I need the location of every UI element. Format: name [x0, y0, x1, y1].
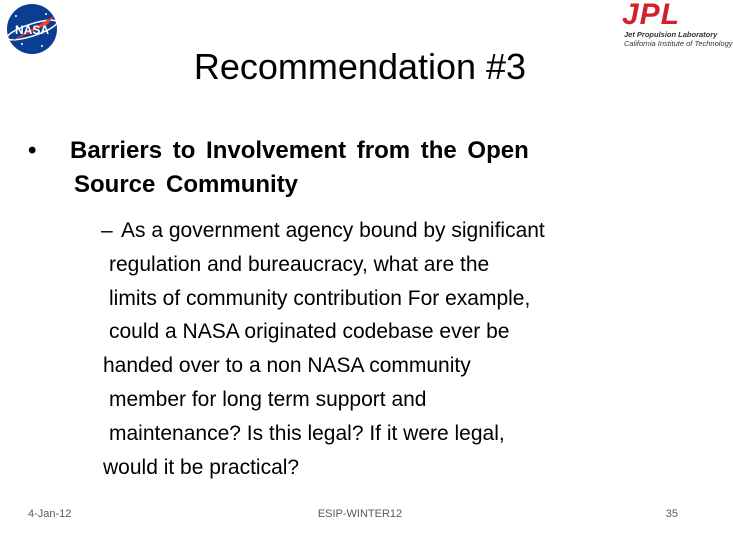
sub-bullet-line: As a government agency bound by significant: [121, 219, 545, 242]
jpl-logo-text: JPL: [622, 0, 681, 31]
bullet-text: [70, 134, 680, 202]
sub-bullet-line: handed over to a non NASA community: [103, 354, 471, 378]
sub-bullet-line: member for long term support and: [109, 387, 427, 411]
sub-bullet-line: maintenance? Is this legal? If it were legal,: [109, 421, 505, 445]
sub-bullet-marker: –: [101, 219, 113, 242]
sub-bullet-line: limits of community contribution For example,: [109, 286, 531, 310]
nasa-logo-text: NASA: [14, 23, 50, 37]
bullet-line: Barriers to Involvement from the Open: [70, 137, 529, 164]
jpl-logo-line2: California Institute of Technology: [624, 39, 733, 48]
sub-bullet-line: could a NASA originated codebase ever be: [109, 320, 510, 344]
footer-center-text: ESIP-WINTER12: [317, 508, 403, 520]
bullet-line: Source Community: [74, 171, 299, 198]
footer-date: 4-Jan-12: [28, 508, 72, 520]
sub-bullet-line: regulation and bureaucracy, what are the: [109, 252, 490, 276]
sub-bullet-line: would it be practical?: [103, 455, 300, 479]
page-number: 35: [665, 508, 678, 520]
sub-bullet: [101, 214, 701, 484]
slide-title: Recommendation #3: [193, 46, 527, 87]
jpl-logo-line1: Jet Propulsion Laboratory: [624, 30, 718, 39]
bullet-marker: •: [28, 137, 37, 164]
